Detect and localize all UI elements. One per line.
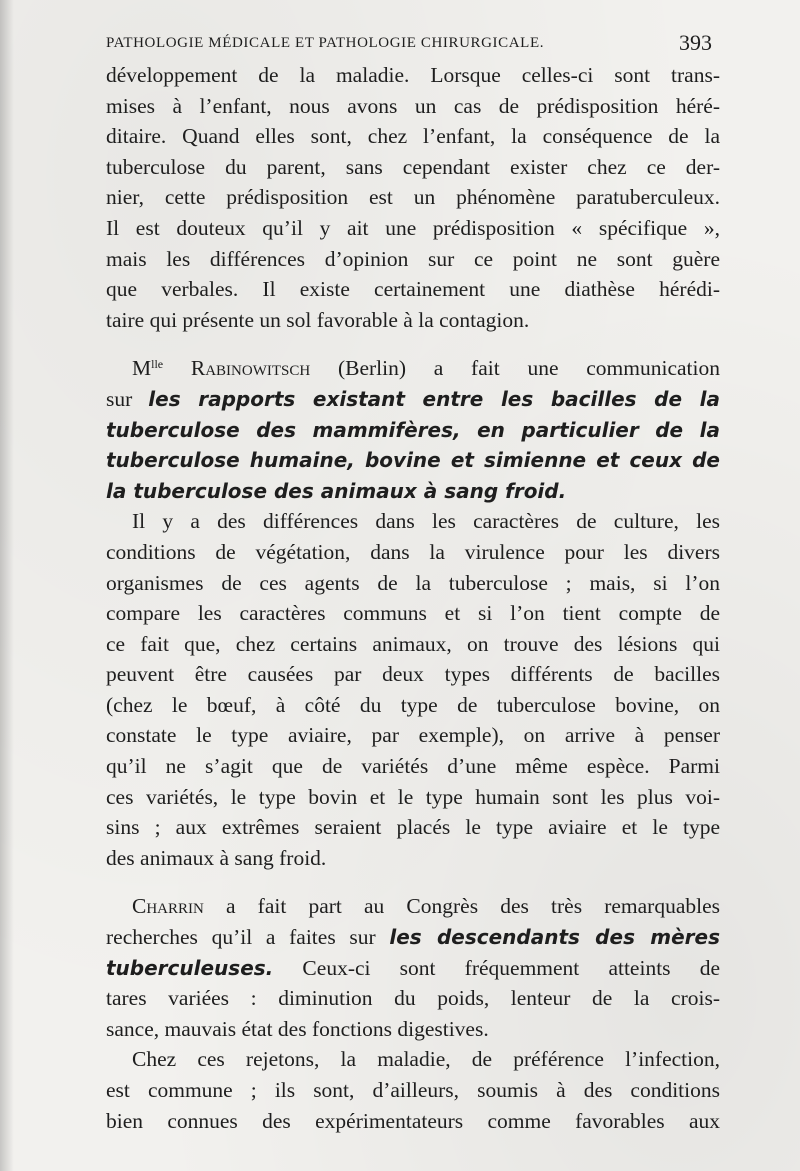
paragraph-rabinowitsch (106, 353, 720, 506)
text-line: est commune ; ils sont, d’ailleurs, soumis à des conditions (106, 1078, 720, 1102)
text-line: mais les différences d’opinion sur ce point ne sont guère (106, 246, 720, 271)
title-mlle: $M^{lle}$ (132, 356, 164, 381)
text-line: taire qui présente un sol favorable à la contagion. (106, 307, 530, 332)
text-line: compare les caractères communs et si l’on tient compte de (106, 601, 720, 626)
text-line: Charrin a fait part au Congrès des très remarquables (132, 894, 720, 919)
text-line: sance, mauvais état des fonctions digestives. (106, 1016, 489, 1041)
text-line: ce fait que, chez certains animaux, on trouve des lésions qui (106, 631, 720, 656)
emphasized-topic: les descendants des mères (389, 925, 720, 950)
text-line: peuvent être causées par deux types différents de bacilles (106, 662, 720, 687)
paragraph-charrin (106, 891, 720, 1044)
text-line: ditaire. Quand elles sont, chez l’enfant, la conséquence de la (106, 124, 720, 149)
emphasized-topic: les rapports existant entre les bacilles de la (148, 386, 720, 411)
paragraph-varieties (106, 506, 720, 873)
page-header (106, 30, 712, 58)
page-binding-shadow (0, 0, 14, 1171)
text-line: mises à l’enfant, nous avons un cas de prédisposition héré- (106, 93, 720, 118)
text-line: sur les rapports existant entre les bacilles de la (106, 386, 720, 411)
text-line: Chez ces rejetons, la maladie, de préférence l’infection, (132, 1047, 720, 1072)
emphasized-topic: la tuberculose des animaux à sang froid. (106, 478, 567, 503)
running-title: PATHOLOGIE MÉDICALE ET PATHOLOGIE CHIRURGICALE. (106, 35, 545, 51)
text-line: tares variées : diminution du poids, lenteur de la crois- (106, 986, 720, 1011)
text-line: Il y a des différences dans les caractères de culture, les (132, 509, 720, 534)
text-line: conditions de végétation, dans la virulence pour les divers (106, 539, 720, 564)
text-line: organismes de ces agents de la tuberculose ; mais, si l’on (106, 570, 720, 595)
text-line: des animaux à sang froid. (106, 845, 327, 870)
text-line: constate le type aviaire, par exemple), on arrive à penser (106, 723, 720, 748)
page-number: 393 (679, 30, 712, 55)
text-line: (chez le bœuf, à côté du type de tuberculose bovine, on (106, 692, 720, 717)
text-line: sins ; aux extrêmes seraient placés le type aviaire et le type (106, 815, 720, 840)
paragraph-gap (106, 873, 720, 891)
text-line (106, 476, 720, 507)
emphasized-topic: tuberculeuses. (106, 955, 274, 980)
text-line: bien connues des expérimentateurs comme favorables aux (106, 1108, 720, 1133)
emphasized-topic: tuberculose humaine, bovine et simienne et ceux de (106, 448, 720, 473)
paragraph-predisposition (106, 60, 720, 335)
text-line: tuberculeuses. Ceux-ci sont fréquemment atteints de (106, 955, 720, 980)
text-line: Il est douteux qu’il y ait une prédisposition « spécifique », (106, 215, 720, 240)
author-name: Charrin (132, 894, 204, 919)
author-name: Rabinowitsch (190, 356, 311, 381)
text-line: ces variétés, le type bovin et le type humain sont les plus voi- (106, 784, 720, 809)
emphasized-topic: tuberculose des mammifères, en particulier de la (106, 417, 720, 442)
text-line: développement de la maladie. Lorsque celles-ci sont trans- (106, 63, 720, 87)
text-line: qu’il ne s’agit que de variétés d’une même espèce. Parmi (106, 754, 720, 779)
text-line: que verbales. Il existe certainement une diathèse hérédi- (106, 277, 720, 302)
text-line: nier, cette prédisposition est un phénomène paratuberculeux. (106, 185, 720, 210)
text-line: $M^{lle}$ Rabinowitsch (Berlin) a fait une communication (132, 356, 720, 381)
paragraph-offspring (106, 1044, 720, 1136)
text-line (106, 445, 720, 476)
text-line (106, 415, 720, 446)
text-line: tuberculose du parent, sans cependant exister chez ce der- (106, 154, 720, 179)
paragraph-gap (106, 335, 720, 353)
page-body (106, 60, 720, 1136)
text-line: recherches qu’il a faites sur les descendants des mères (106, 925, 720, 950)
